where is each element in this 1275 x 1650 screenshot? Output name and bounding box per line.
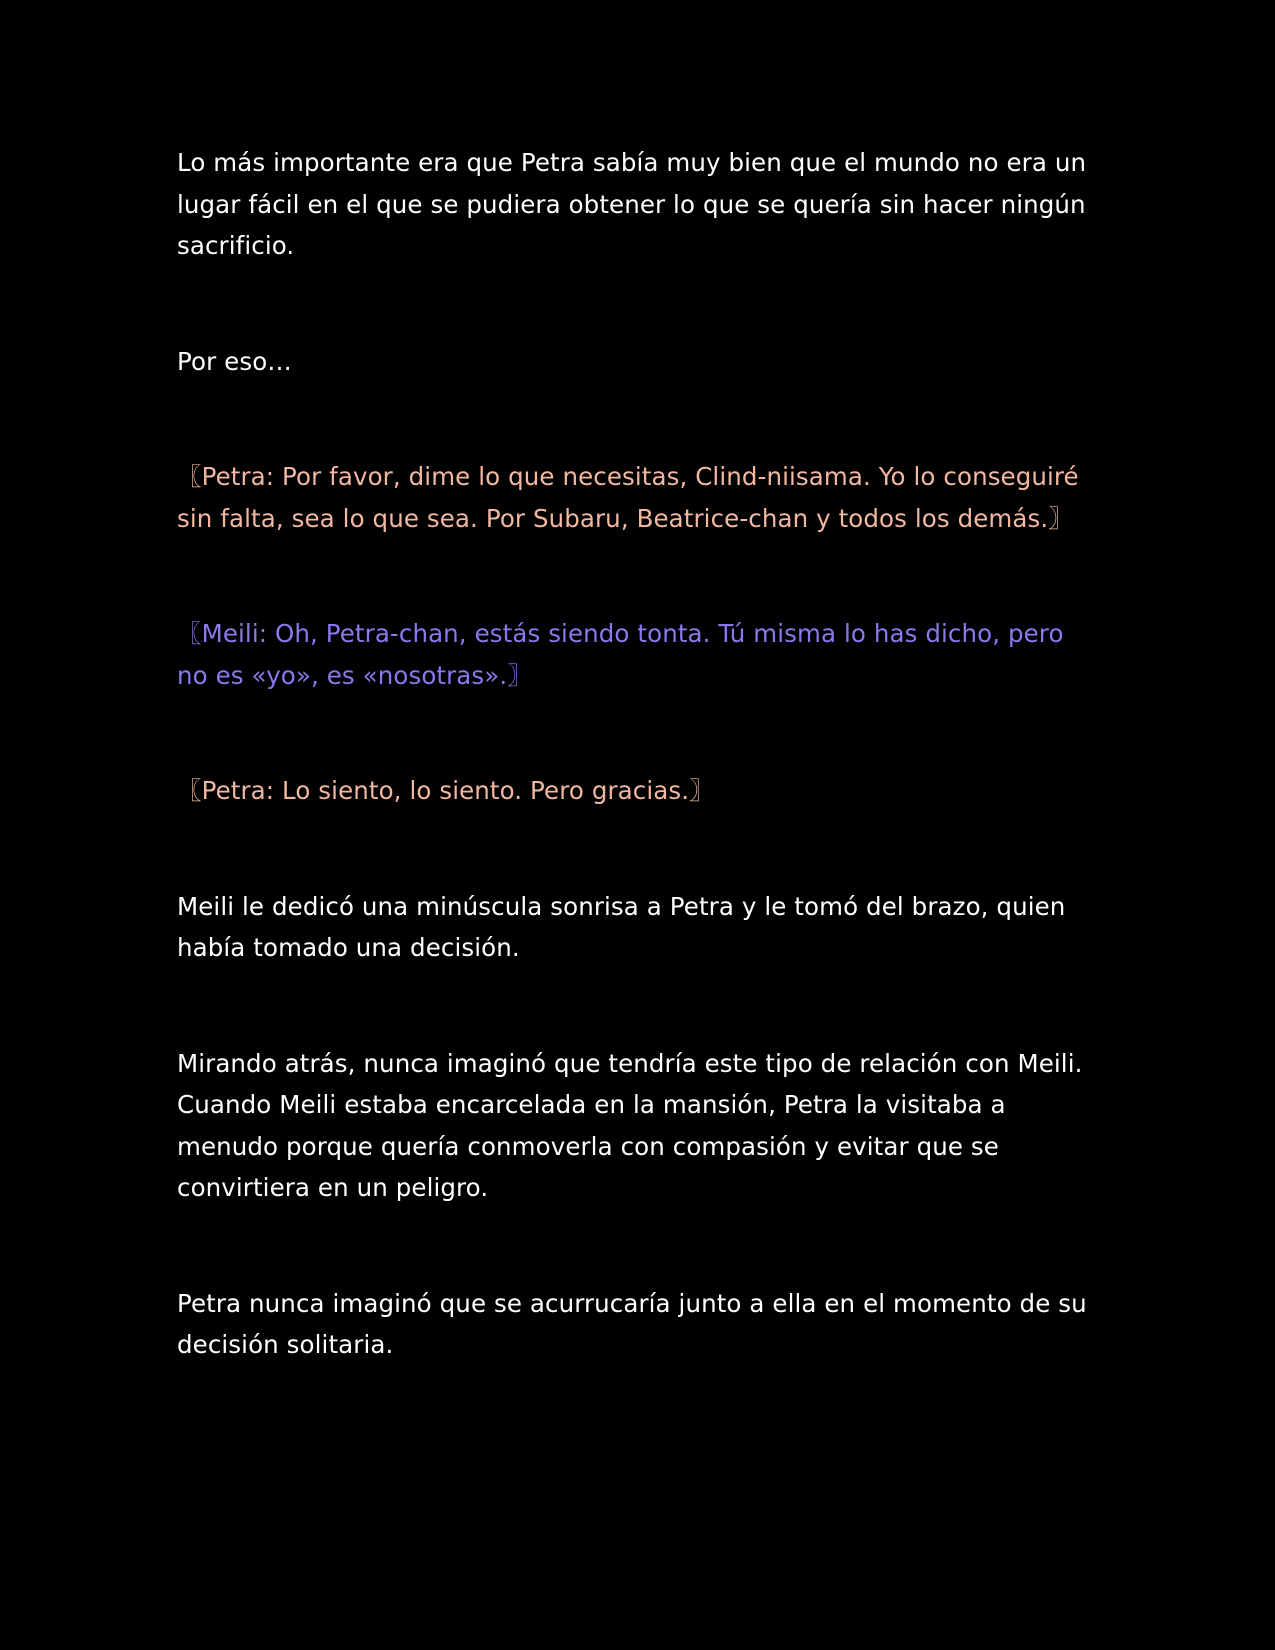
narration-paragraph: Meili le dedicó una minúscula sonrisa a Petra y le tomó del brazo, quien había tomado una decisión. xyxy=(177,891,1066,962)
narration-paragraph: Lo más importante era que Petra sabía muy bien que el mundo no era un lugar fácil en el que se pudiera obtener lo que se quería sin hacer ningún sacrificio. xyxy=(177,148,1087,260)
petra-dialogue: 〖Petra: Por favor, dime lo que necesitas, Clind-niisama. Yo lo conseguiré sin falta, sea lo que sea. Por Subaru, Beatrice-chan y todos los demás.〗 xyxy=(177,462,1079,533)
document-page xyxy=(177,142,1097,1366)
narration-paragraph: Mirando atrás, nunca imaginó que tendría este tipo de relación con Meili. Cuando Meili estaba encarcelada en la mansión, Petra la visitaba a menudo porque quería conmoverla con compasión y evitar que se convirtiera en un peligro. xyxy=(177,1048,1083,1202)
meili-dialogue: 〖Meili: Oh, Petra-chan, estás siendo tonta. Tú misma lo has dicho, pero no es «yo», es «nosotras».〗 xyxy=(177,619,1064,690)
narration-paragraph: Por eso… xyxy=(177,346,292,376)
narration-paragraph: Petra nunca imaginó que se acurrucaría junto a ella en el momento de su decisión solitaria. xyxy=(177,1288,1087,1359)
petra-dialogue: 〖Petra: Lo siento, lo siento. Pero gracias.〗 xyxy=(177,776,714,805)
